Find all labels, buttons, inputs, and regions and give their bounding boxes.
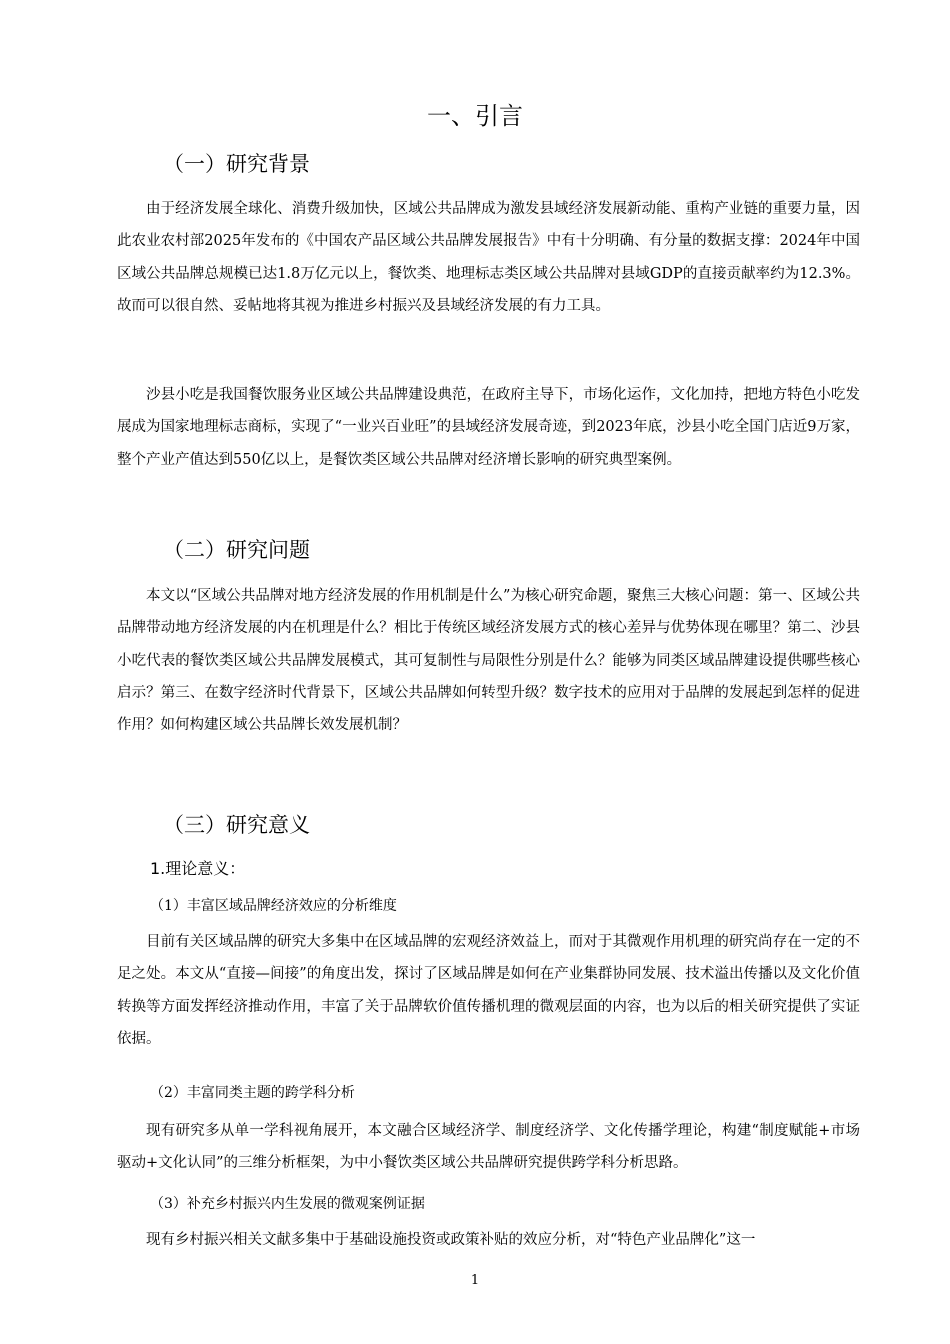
paragraph-item-3: 现有乡村振兴相关文献多集中于基础设施投资或政策补贴的效应分析，对“特色产业品牌化”这一 (146, 1232, 756, 1248)
paragraph-background-1: 由于经济发展全球化、消费升级加快，区域公共品牌成为激发县域经济发展新动能、重构产业链的重要力量，因此农业农村部2025年发布的《中国农产品区域公共品牌发展报告》中有十分明确、有分量的数据支撑：2024年中国区域公共品牌总规模已达1.8万亿元以上，餐饮类、地理标志类区域公共品牌对县域GDP的直接贡献率约为12.3%。故而可以很自然、妥帖地将其视为推进乡村振兴及县域经济发展的有力工具。 (117, 201, 860, 314)
section-heading-background: （一）研究背景 (163, 152, 310, 176)
paragraph-background-2: 沙县小吃是我国餐饮服务业区域公共品牌建设典范，在政府主导下，市场化运作，文化加持，把地方特色小吃发展成为国家地理标志商标，实现了“一业兴百业旺”的县域经济发展奇迹，到2023年底，沙县小吃全国门店近9万家，整个产业产值达到550亿以上，是餐饮类区域公共品牌对经济增长影响的研究典型案例。 (117, 387, 860, 468)
chapter-title: 一、引言 (427, 102, 523, 130)
paragraph-questions: 本文以“区域公共品牌对地方经济发展的作用机制是什么”为核心研究命题，聚焦三大核心问题：第一、区域公共品牌带动地方经济发展的内在机理是什么？相比于传统区域经济发展方式的核心差异与优势体现在哪里？第二、沙县小吃代表的餐饮类区域公共品牌发展模式，其可复制性与局限性分别是什么？能够为同类区域品牌建设提供哪些核心启示？第三、在数字经济时代背景下，区域公共品牌如何转型升级？数字技术的应用对于品牌的发展起到怎样的促进作用？如何构建区域公共品牌长效发展机制？ (117, 588, 860, 734)
section-heading-significance: （三）研究意义 (163, 813, 310, 837)
paragraph-item-1: 目前有关区域品牌的研究大多集中在区域品牌的宏观经济效益上，而对于其微观作用机理的研究尚存在一定的不足之处。本文从“直接—间接”的角度出发，探讨了区域品牌是如何在产业集群协同发展、技术溢出传播以及文化价值转换等方面发挥经济推动作用，丰富了关于品牌软价值传播机理的微观层面的内容，也为以后的相关研究提供了实证依据。 (117, 934, 860, 1047)
item-heading-3: （3）补充乡村振兴内生发展的微观案例证据 (150, 1196, 425, 1212)
page-number: 1 (470, 1273, 480, 1288)
item-heading-1: （1）丰富区域品牌经济效应的分析维度 (150, 898, 397, 914)
subheading-theory: 1.理论意义： (150, 859, 246, 878)
section-heading-questions: （二）研究问题 (163, 538, 310, 562)
paragraph-item-2: 现有研究多从单一学科视角展开，本文融合区域经济学、制度经济学、文化传播学理论，构建“制度赋能+市场驱动+文化认同”的三维分析框架，为中小餐饮类区域公共品牌研究提供跨学科分析思路。 (117, 1123, 860, 1172)
item-heading-2: （2）丰富同类主题的跨学科分析 (150, 1085, 355, 1101)
